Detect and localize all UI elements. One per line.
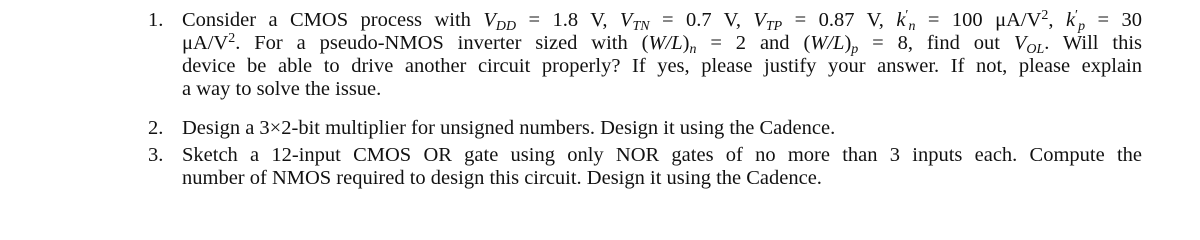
question-text — [182, 144, 1142, 190]
question-line: Consider a CMOS process with $V_{DD} = 1.8$ V, $V_{TN} = 0.7$ V, $V_{TP} = 0.87$ V, $k'_n = 100$ $\mu A/V^2$, $k'_p = 30$ — [182, 8, 1143, 34]
question-number: 2. — [148, 117, 164, 139]
question-number: 3. — [148, 144, 164, 166]
question-text — [182, 9, 1142, 101]
question-line: Design a 3×2-bit multiplier for unsigned numbers. Design it using the Cadence. — [182, 117, 836, 139]
question-text — [182, 117, 1142, 140]
question-line: device be able to drive another circuit properly? If yes, please justify your answer. If not, please explain — [182, 55, 1142, 77]
question-line: number of NMOS required to design this circuit. Design it using the Cadence. — [182, 167, 822, 189]
question-number: 1. — [148, 9, 164, 31]
question-line: $\mu A/V^2$. For a pseudo-NMOS inverter sized with $(W/L)_n = 2$ and $(W/L)_p = 8$, find out $V_{OL}$. Will this — [182, 31, 1142, 57]
question-line: Sketch a 12-input CMOS OR gate using only NOR gates of no more than 3 inputs each. Compute the — [182, 144, 1142, 166]
question-line: a way to solve the issue. — [182, 78, 382, 100]
